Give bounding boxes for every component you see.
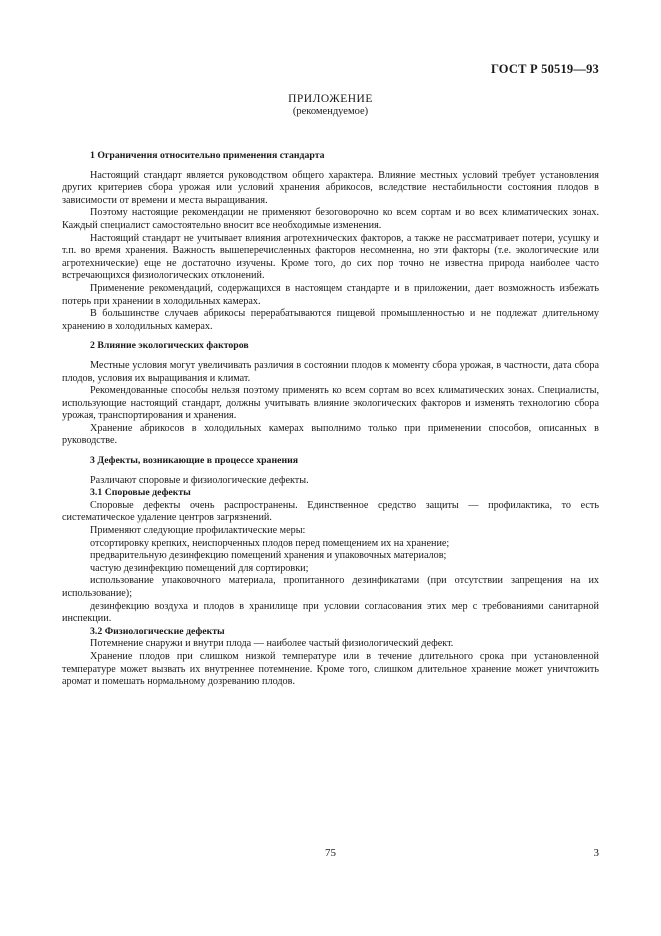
- paragraph: Настоящий стандарт является руководством общего характера. Влияние местных условий требует установления других критериев сбора урожая или условий хранения абрикосов, вследствие нестабильности состояния плодов в зависимости от времени и места выращивания.: [62, 169, 599, 206]
- page-number-right: 3: [593, 847, 599, 859]
- measure-item: отсортировку крепких, неиспорченных плодов перед помещением их на хранение;: [90, 537, 450, 549]
- subsection-3-1-heading: 3.1 Споровые дефекты: [90, 487, 191, 499]
- paragraph: Применение рекомендаций, содержащихся в настоящем стандарте и в приложении, дает возможность избежать потерь при хранении в холодильных камерах.: [62, 282, 599, 307]
- paragraph: Поэтому настоящие рекомендации не применяют безоговорочно ко всем сортам и во всех климатических зонах. Каждый специалист самостоятельно вносит все необходимые изменения.: [62, 207, 599, 231]
- measure-item: использование упаковочного материала, пропитанного дезинфикатами (при отсутствии запрещения на их использование);: [62, 575, 599, 599]
- paragraph: Хранение плодов при слишком низкой температуре или в течение длительного срока при установленной температуре может вызвать их внутреннее потемнение. Кроме того, слишком длительное хранение может уничтожить аромат и помешать нормальному дозреванию плодов.: [62, 650, 599, 688]
- paragraph: Рекомендованные способы нельзя поэтому применять ко всем сортам во всех климатических зонах. Специалисты, использующие настоящий стандарт, должны учитывать влияние экологических факторов и изменять технологию сбора урожая, транспортирования и хранения.: [62, 385, 599, 422]
- paragraph: Споровые дефекты очень распространены. Единственное средство защиты — профилактика, то есть систематическое удаление центров загрязнений.: [62, 499, 599, 524]
- document-body: [62, 150, 599, 689]
- measure-item: предварительную дезинфекцию помещений хранения и упаковочных материалов;: [90, 550, 447, 562]
- measure-item: дезинфекцию воздуха и плодов в хранилище при условии согласования этих мер с требованиями санитарной инспекции.: [62, 600, 599, 625]
- section-1-heading: 1 Ограничения относительно применения стандарта: [90, 150, 325, 161]
- paragraph: Настоящий стандарт не учитывает влияния агротехнических факторов, а также не рассматривает потери, усушку и т.п. во время хранения. Важность вышеперечисленных факторов несомненна, но эти факторы (т.е. экологические или агротехнические) еще не достаточно изучены. Кроме того, до сих пор точно не известна природа наиболее часто встречающихся физиологических отклонений.: [62, 232, 599, 282]
- measure-item: частую дезинфекцию помещений для сортировки;: [90, 562, 309, 574]
- paragraph: Местные условия могут увеличивать различия в состоянии плодов к моменту сбора урожая, в частности, дата сбора плодов, условия их выращивания и климат.: [62, 359, 599, 384]
- paragraph: Применяют следующие профилактические меры:: [90, 525, 306, 537]
- page-number-center: 75: [325, 847, 336, 859]
- paragraph: Хранение абрикосов в холодильных камерах выполнимо только при применении способов, описанных в руководстве.: [62, 422, 599, 447]
- standard-number: ГОСТ Р 50519—93: [490, 62, 599, 76]
- section-2-heading: 2 Влияние экологических факторов: [90, 340, 249, 352]
- section-3-heading: 3 Дефекты, возникающие в процессе хранения: [90, 455, 299, 467]
- paragraph: В большинстве случаев абрикосы перерабатываются пищевой промышленностью и не подлежат длительному хранению в холодильных камерах.: [62, 308, 599, 332]
- appendix-subtitle: (рекомендуемое): [292, 106, 369, 117]
- appendix-title: ПРИЛОЖЕНИЕ: [288, 93, 373, 105]
- paragraph: Различают споровые и физиологические дефекты.: [90, 474, 309, 486]
- subsection-3-2-heading: 3.2 Физиологические дефекты: [90, 625, 225, 637]
- paragraph: Потемнение снаружи и внутри плода — наиболее частый физиологический дефект.: [90, 638, 454, 650]
